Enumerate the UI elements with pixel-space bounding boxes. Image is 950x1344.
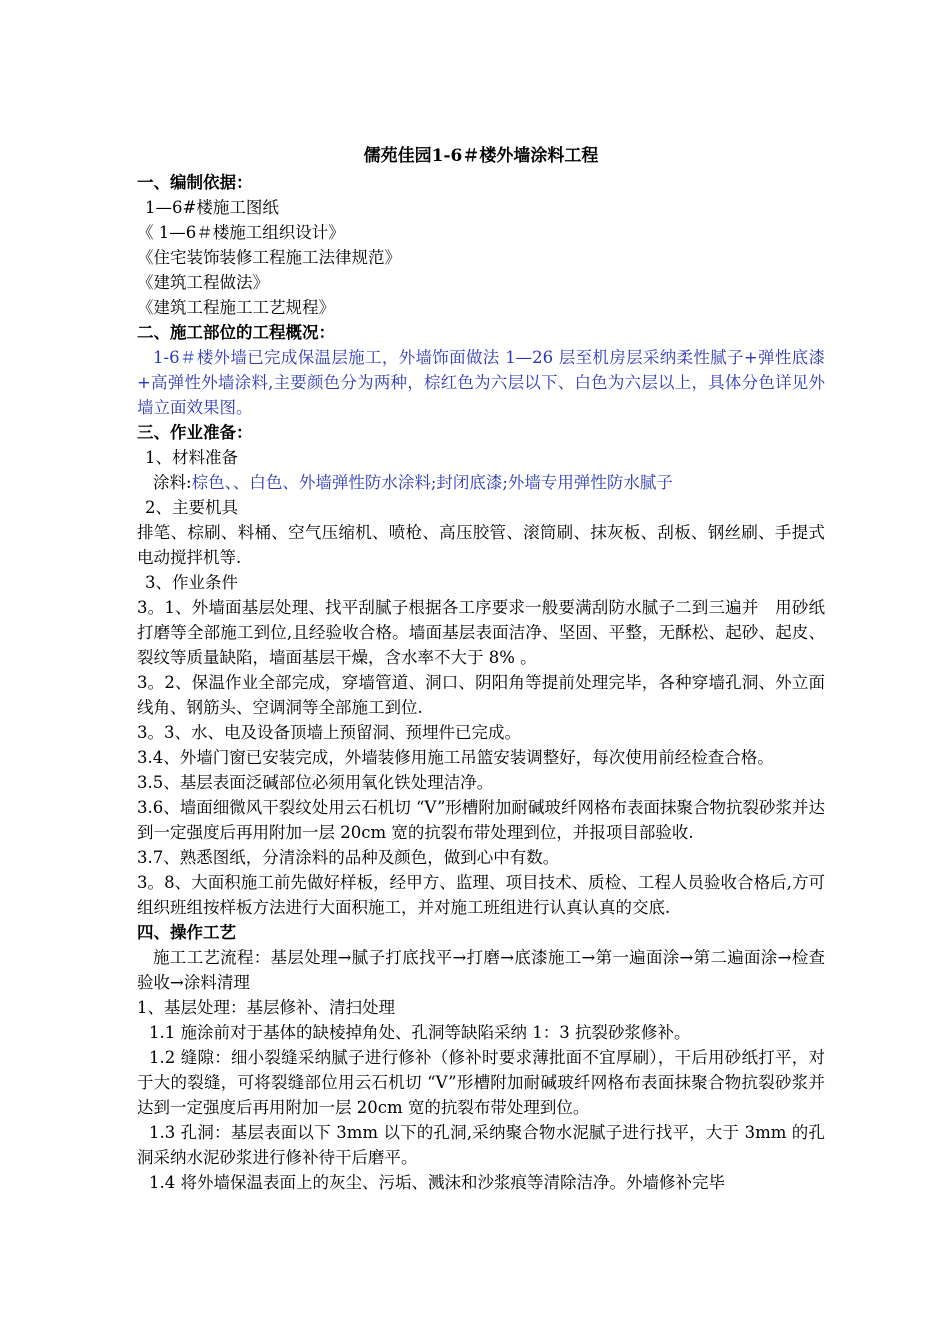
document-body xyxy=(137,143,825,1195)
tools-subheading: 2、主要机具 xyxy=(145,498,238,517)
condition-item: 3.6、墙面细微风干裂纹处用云石机切 “V”形槽附加耐碱玻纤网格布表面抹聚合物抗裂砂浆并达到一定强度后再用附加一层 20cm 宽的抗裂布带处理到位，并报项目部验收. xyxy=(137,798,825,842)
basis-item: 1—6#楼施工图纸 xyxy=(145,198,279,217)
condition-item: 3.7、熟悉图纸，分清涂料的品种及颜色，做到心中有数。 xyxy=(137,848,560,867)
section-3-heading: 三、作业准备： xyxy=(137,423,253,442)
section-1-heading: 一、编制依据： xyxy=(137,173,253,192)
procedure-item: 1.1 施涂前对于基体的缺棱掉角处、孔洞等缺陷采纳 1：3 抗裂砂浆修补。 xyxy=(149,1023,691,1042)
materials-label: 涂料: xyxy=(153,473,192,492)
tools-paragraph: 排笔、棕刷、料桶、空气压缩机、喷枪、高压胶管、滚筒刷、抹灰板、刮板、钢丝刷、手提式电动搅拌机等. xyxy=(137,523,825,567)
conditions-subheading: 3、作业条件 xyxy=(145,573,238,592)
condition-item: 3.5、基层表面泛碱部位必须用氧化铁处理洁净。 xyxy=(137,773,494,792)
basis-item: 《住宅装饰装修工程施工法律规范》 xyxy=(137,248,401,267)
base-treatment-subheading: 1、基层处理：基层修补、清扫处理 xyxy=(137,998,395,1017)
materials-list: 棕色、、白色、外墙弹性防水涂料;封闭底漆;外墙专用弹性防水腻子 xyxy=(191,473,673,492)
procedure-item: 1.3 孔洞：基层表面以下 3mm 以下的孔洞,采纳聚合物水泥腻子进行找平，大于 3mm 的孔洞采纳水泥砂浆进行修补待干后磨平。 xyxy=(137,1123,825,1167)
procedure-item: 1.2 缝隙：细小裂缝采纳腻子进行修补（修补时要求薄批面不宜厚刷），干后用砂纸打平，对于大的裂缝，可将裂缝部位用云石机切 “V”形槽附加耐碱玻纤网格布表面抹聚合物抗裂砂浆并达到一定强度后再用附加一层 20cm 宽的抗裂布带处理到位。 xyxy=(137,1048,825,1117)
project-overview-paragraph: 1-6＃楼外墙已完成保温层施工，外墙饰面做法 1—26 层至机房层采纳柔性腻子+弹性底漆+高弹性外墙涂料,主要颜色分为两种，棕红色为六层以下、白色为六层以上，具体分色详见外墙立面效果图。 xyxy=(137,348,825,417)
condition-item: 3。2、保温作业全部完成，穿墙管道、洞口、阴阳角等提前处理完毕，各种穿墙孔洞、外立面线角、钢筋头、空调洞等全部施工到位. xyxy=(137,673,825,717)
basis-item: 《建筑工程施工工艺规程》 xyxy=(137,298,335,317)
condition-item: 3。1、外墙面基层处理、找平刮腻子根据各工序要求一般要满刮防水腻子二到三遍并 用砂纸打磨等全部施工到位,且经验收合格。墙面基层表面洁净、坚固、平整，无酥松、起砂、起皮、裂纹等质量缺陷，墙面基层干燥，含水率不大于 8% 。 xyxy=(137,598,825,667)
section-4-heading: 四、操作工艺 xyxy=(137,923,236,942)
document-title: 儒苑佳园1-6＃楼外墙涂料工程 xyxy=(363,146,599,166)
section-2-heading: 二、施工部位的工程概况： xyxy=(137,323,335,342)
basis-item: 《 1—6＃楼施工组织设计》 xyxy=(137,223,345,242)
materials-line xyxy=(137,470,825,495)
condition-item: 3。3、水、电及设备顶墙上预留洞、预埋件已完成。 xyxy=(137,723,521,742)
condition-item: 3.4、外墙门窗已安装完成，外墙装修用施工吊篮安装调整好，每次使用前经检查合格。 xyxy=(137,748,774,767)
condition-item: 3。8、大面积施工前先做好样板，经甲方、监理、项目技术、质检、工程人员验收合格后,方可组织班组按样板方法进行大面积施工，并对施工班组进行认真认真的交底. xyxy=(137,873,825,917)
materials-subheading: 1、材料准备 xyxy=(145,448,238,467)
process-flow-paragraph: 施工工艺流程：基层处理→腻子打底找平→打磨→底漆施工→第一遍面涂→第二遍面涂→检查验收→涂料清理 xyxy=(137,948,825,992)
basis-item: 《建筑工程做法》 xyxy=(137,273,269,292)
procedure-item: 1.4 将外墙保温表面上的灰尘、污垢、溅沫和沙浆痕等清除洁净。外墙修补完毕 xyxy=(149,1173,725,1192)
